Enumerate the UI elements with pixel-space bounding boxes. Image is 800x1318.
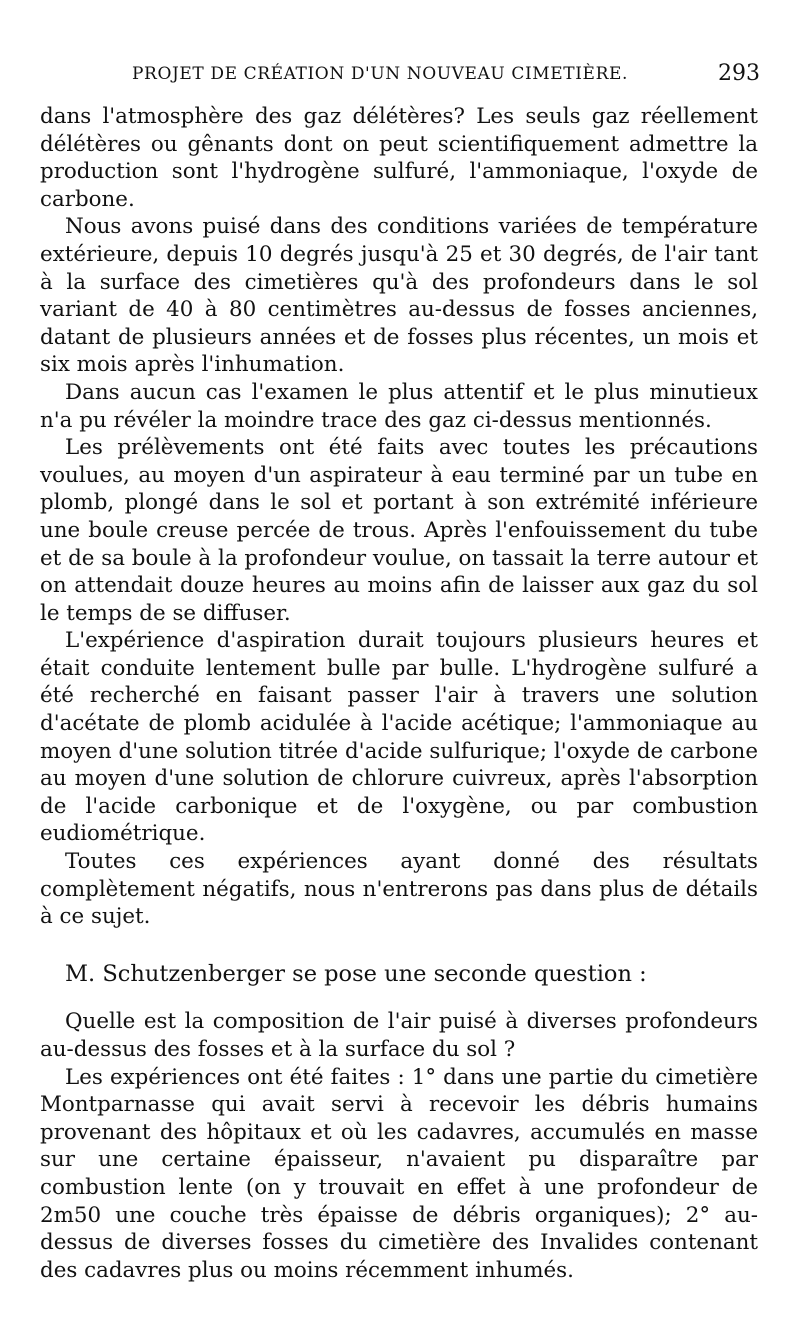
running-title: PROJET DE CRÉATION D'UN NOUVEAU CIMETIÈRE. [132,64,628,84]
page-number: 293 [718,61,760,86]
paragraph-1: dans l'atmosphère des gaz délétères? Les seuls gaz réellement délétères ou gênants dont on peut scientifiquement admettre la production sont l'hydrogène sulfuré, l'ammoniaque, l'oxyde de carbone. [40,104,758,212]
paragraph-4: Les prélèvements ont été faits avec toutes les précautions voulues, au moyen d'un aspirateur à eau terminé par un tube en plomb, plongé dans le sol et portant à son extrémité inférieure une boule creuse percée de trous. Après l'enfouissement du tube et de sa boule à la profondeur voulue, on tassait la terre autour et on attendait douze heures au moins afin de laisser aux gaz du sol le temps de se diffuser. [40,435,758,626]
page-header [120,61,760,94]
paragraph-3: Dans aucun cas l'examen le plus attentif et le plus minutieux n'a pu révéler la moindre trace des gaz ci-dessus mentionnés. [40,379,758,433]
paragraph-5: L'expérience d'aspiration durait toujours plusieurs heures et était conduite lentement bulle par bulle. L'hydrogène sulfuré a été recherché en faisant passer l'air à travers une solution d'acétate de plomb acidulée à l'acide acétique; l'ammoniaque au moyen d'une solution titrée d'acide sulfurique; l'oxyde de carbone au moyen d'une solution de chlorure cuivreux, après l'absorption de l'acide carbonique et de l'oxygène, ou par combustion eudiométrique. [40,628,758,847]
paragraph-2: Nous avons puisé dans des conditions variées de température extérieure, depuis 10 degrés jusqu'à 25 et 30 degrés, de l'air tant à la surface des cimetières qu'à des profondeurs dans le sol variant de 40 à 80 centimètres au-dessus de fosses anciennes, datant de plusieurs années et de fosses plus récentes, un mois et six mois après l'inhumation. [40,214,758,378]
question-paragraph: Quelle est la composition de l'air puisé à diverses profondeurs au-dessus des fosses et à la surface du sol ? [40,1009,758,1062]
section-heading: M. Schutzenberger se pose une seconde question : [65,960,647,987]
paragraph-6: Toutes ces expériences ayant donné des résultats complètement négatifs, nous n'entrerons pas dans plus de détails à ce sujet. [40,849,758,930]
paragraph-final: Les expériences ont été faites : 1° dans une partie du cimetière Montparnasse qui avait servi à recevoir les débris humains provenant des hôpitaux et où les cadavres, accumulés en masse sur une certaine épaisseur, n'avaient pu disparaître par combustion lente (on y trouvait en effet à une profondeur de 2m50 une couche très épaisse de débris organiques); 2° au-dessus de diverses fosses du cimetière des Invalides contenant des cadavres plus ou moins récemment inhumés. [40,1064,758,1283]
body-text [40,103,758,1284]
